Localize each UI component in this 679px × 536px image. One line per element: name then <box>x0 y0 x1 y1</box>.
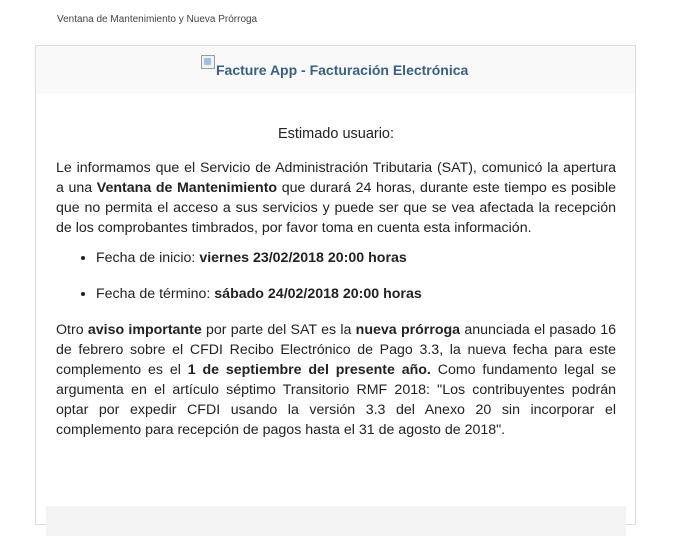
date-value: sábado 24/02/2018 20:00 horas <box>214 286 422 302</box>
date-label: Fecha de término: <box>96 286 215 302</box>
broken-image-icon <box>201 55 215 69</box>
text-span: Como fundamento legal se argumenta en el artículo séptimo Transitorio RMF 2018: "Los contribuyentes podrán optar por expedir CFDI usando la versión 3.3 del Anexo 20 sin incorporar el complemento para recepción de pagos hasta el 31 de agosto de 2018". <box>56 362 616 438</box>
email-body-card <box>35 45 636 525</box>
text-span: que durará 24 horas, durante este tiempo es posible que no permita el acceso a sus servicios y puede ser que se vea afectada la recepción de los comprobantes timbrados, por favor toma en cuenta esta información. <box>56 180 616 236</box>
logo-image-link[interactable] <box>201 55 468 78</box>
email-subject: Ventana de Mantenimiento y Nueva Prórroga <box>57 14 258 25</box>
dates-list <box>56 248 616 304</box>
list-item <box>96 284 616 304</box>
text-span: Otro <box>56 322 88 338</box>
date-label: Fecha de inicio: <box>96 250 200 266</box>
logo-alt-text: Facture App - Facturación Electrónica <box>216 62 469 78</box>
extension-paragraph <box>56 320 616 440</box>
greeting: Estimado usuario: <box>277 126 395 142</box>
bold-span: nueva prórroga <box>355 322 461 338</box>
bold-span: 1 de septiembre del presente año. <box>187 362 431 378</box>
text-span: Le informamos que el Servicio de Administración Tributaria (SAT), comunicó la apertura a una <box>56 160 616 196</box>
maintenance-paragraph <box>56 158 616 238</box>
bold-span: aviso importante <box>87 322 202 338</box>
list-item <box>96 248 616 268</box>
date-value: viernes 23/02/2018 20:00 horas <box>199 250 407 266</box>
text-span: por parte del SAT es la <box>201 322 356 338</box>
text-span: anunciada el pasado 16 de febrero sobre el CFDI Recibo Electrónico de Pago 3.3, la nueva fecha para este complemento es el <box>56 322 616 378</box>
email-content <box>56 124 616 440</box>
email-footer <box>46 506 626 536</box>
bold-span: Ventana de Mantenimiento <box>96 180 278 196</box>
email-header <box>36 46 635 94</box>
